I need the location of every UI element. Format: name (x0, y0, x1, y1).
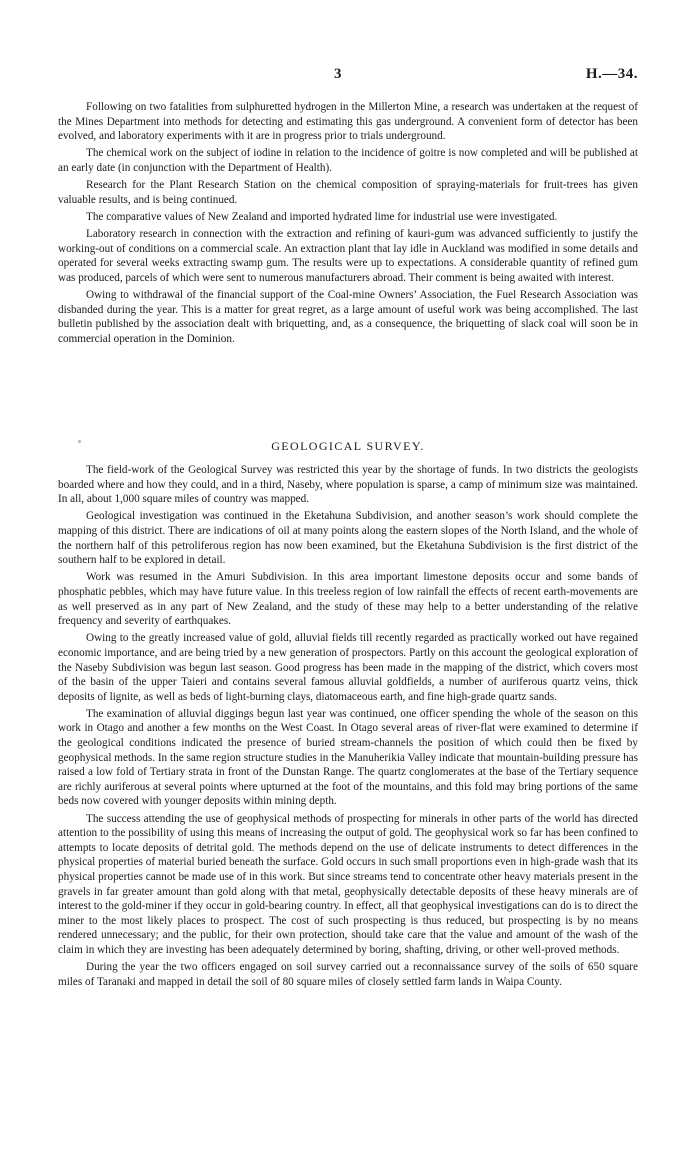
section-heading: GEOLOGICAL SURVEY. (271, 439, 425, 453)
paragraph: The examination of alluvial diggings begun last year was continued, one officer spending the whole of the season on this work in Otago and another a few months on the West Coast. In Otago several areas of river-flat were examined to determine if the geological conditions indicated the presence of buried stream-channels the position of which could then be fixed by geophysical methods. In the same region structure studies in the Manuherikia Valley indicate that mountain-building pressure has raised a low fold of Tertiary strata in front of the Dunstan Range. The quartz conglomerates at the base of the Tertiary sequence are richly auriferous at several points where upturned at the foot of the mountains, and this fold may bring portions of the same beds now covered with younger deposits within mining depth. (58, 707, 638, 808)
page-number: 3 (334, 66, 342, 82)
paragraph: Research for the Plant Research Station on the chemical composition of spraying-materials for fruit-trees has given valuable results, and is being continued. (58, 179, 638, 206)
paragraph: Owing to withdrawal of the financial support of the Coal-mine Owners’ Association, the Fuel Research Association was disbanded during the year. This is a matter for great regret, as a large amount of useful work was being accomplished. The last bulletin published by the association dealt with briquetting, and, as a consequence, the briquetting of slack coal will soon be in commercial operation in the Dominion. (58, 289, 638, 345)
page-header (58, 66, 638, 86)
document-reference: H.—34. (585, 66, 638, 82)
intro-section (58, 100, 638, 349)
geological-survey-section (58, 463, 638, 992)
paragraph: The success attending the use of geophysical methods of prospecting for minerals in other parts of the world has directed attention to the possibility of using this means of increasing the output of gold. The geophysical work so far has been confined to attempts to locate deposits of detrital gold. The methods depend on the use of delicate instruments to detect differences in the physical properties of material buried beneath the surface. Gold occurs in such small proportions even in high-grade wash that its physical properties cannot be made use of in this work. But since streams tend to concentrate other heavy materials present in the gravels in far greater amount than gold along with that metal, geophysically detectable deposits of these heavy minerals are of interest to the gold-miner if they occur in gold-bearing country. In effect, all that geophysical investigations can do is to direct the miner to the most likely places to prospect. The cost of such prospecting is thus reduced, but prospecting is by no means rendered unnecessary; and the public, for their own protection, should take care that the value and amount of the wash of the claim in which they are investing has been adequately determined by boring, shafting, driving, or other well-proved methods. (58, 812, 638, 956)
paragraph: Work was resumed in the Amuri Subdivision. In this area important limestone deposits occur and some bands of phosphatic pebbles, which may have future value. In this treeless region of low rainfall the effects of recent earth-movements are as well preserved as in any part of New Zealand, and the study of these may help to a better understanding of the relative frequency and severity of earthquakes. (58, 571, 638, 628)
paragraph: The chemical work on the subject of iodine in relation to the incidence of goitre is now completed and will be published at an early date (in conjunction with the Department of Health). (58, 147, 638, 174)
paragraph: Following on two fatalities from sulphuretted hydrogen in the Millerton Mine, a research was undertaken at the request of the Mines Department into methods for detecting and estimating this gas underground. A convenient form of detector has been evolved, and laboratory experiments with it are in progress prior to trials underground. (58, 101, 638, 143)
paragraph: Laboratory research in connection with the extraction and refining of kauri-gum was advanced sufficiently to justify the working-out of conditions on a commercial scale. An extraction plant that lay idle in Auckland was modified in some details and operated for several weeks extracting swamp gum. The results were up to expectations. A considerable quantity of refined gum was produced, parcels of which were sent to numerous manufacturers abroad. Their comment is being awaited with interest. (58, 228, 638, 284)
paragraph: The comparative values of New Zealand and imported hydrated lime for industrial use were investigated. (86, 210, 558, 223)
paragraph: During the year the two officers engaged on soil survey carried out a reconnaissance survey of the soils of 650 square miles of Taranaki and mapped in detail the soil of 80 square miles of closely settled farm lands in Waipa County. (58, 961, 638, 988)
paragraph: Owing to the greatly increased value of gold, alluvial fields till recently regarded as practically worked out have regained economic importance, and are being tried by a new generation of prospectors. Partly on this account the geological exploration of the Naseby Subdivision was begun last season. Good progress has been made in the mapping of the district, which covers most of the basin of the upper Taieri and contains several famous alluvial goldfields, a number of auriferous quartz veins, thick deposits of lignite, as well as beds of light-burning clays, diatomaceous earth, and fine high-grade quartz sands. (58, 632, 639, 703)
paragraph: The field-work of the Geological Survey was restricted this year by the shortage of funds. In two districts the geologists boarded where and how they could, and in a third, Naseby, where population is sparse, a camp of minimum size was maintained. In all, about 1,000 square miles of country was mapped. (58, 464, 638, 506)
paragraph: Geological investigation was continued in the Eketahuna Subdivision, and another season’s work should complete the mapping of this district. There are indications of oil at many points along the eastern slopes of the North Island, and the whole of the northern half of this petroliferous region has now been examined, but the Eketahuna Subdivision is the first district of the southern half to be explored in detail. (58, 510, 638, 567)
